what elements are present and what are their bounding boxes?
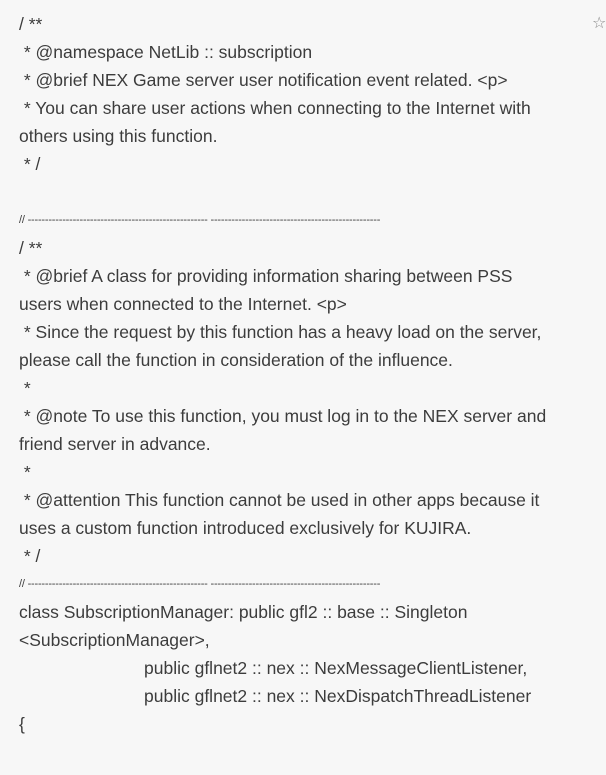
code-line: / ** xyxy=(19,14,43,34)
code-line: * You can share user actions when connecting to the Internet with xyxy=(19,98,531,118)
code-listing xyxy=(19,10,579,738)
code-line: * @attention This function cannot be used in other apps because it xyxy=(19,490,540,510)
code-line: * @note To use this function, you must log in to the NEX server and xyxy=(19,406,547,426)
separator-line: // ---------------------------------------------------- ------------------------------------------------- xyxy=(19,214,381,226)
separator-line: // ---------------------------------------------------- ------------------------------------------------- xyxy=(19,578,381,590)
code-line: uses a custom function introduced exclusively for KUJIRA. xyxy=(19,518,472,538)
code-line: * @brief A class for providing information sharing between PSS xyxy=(19,266,513,286)
code-line: * / xyxy=(19,154,41,174)
code-line: * @brief NEX Game server user notification event related. <p> xyxy=(19,70,508,90)
code-line: please call the function in consideration of the influence. xyxy=(19,350,453,370)
code-line: public gflnet2 :: nex :: NexMessageClientListener, xyxy=(144,658,528,678)
code-line: * / xyxy=(19,546,41,566)
star-icon[interactable]: ☆ xyxy=(592,13,606,32)
code-line: { xyxy=(19,714,25,734)
code-line: users when connected to the Internet. <p> xyxy=(19,294,347,314)
blank-line xyxy=(19,178,579,206)
code-line: <SubscriptionManager>, xyxy=(19,630,210,650)
code-line: * xyxy=(19,378,31,398)
code-line: friend server in advance. xyxy=(19,434,211,454)
code-line: * Since the request by this function has a heavy load on the server, xyxy=(19,322,542,342)
code-line: class SubscriptionManager: public gfl2 :: base :: Singleton xyxy=(19,602,468,622)
code-line: * xyxy=(19,462,31,482)
code-line: public gflnet2 :: nex :: NexDispatchThreadListener xyxy=(144,686,532,706)
code-line: others using this function. xyxy=(19,126,218,146)
code-line: * @namespace NetLib :: subscription xyxy=(19,42,313,62)
code-line: / ** xyxy=(19,238,43,258)
